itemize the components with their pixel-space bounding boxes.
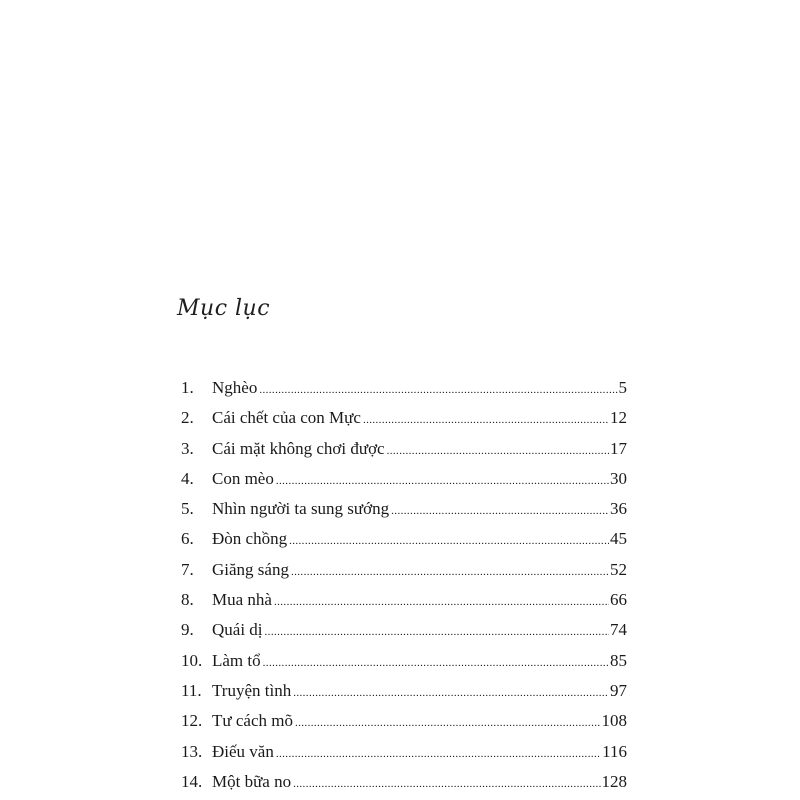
toc-entry-page: 30 — [610, 468, 627, 488]
toc-entry — [181, 742, 627, 772]
toc-entry-title: Giăng sáng — [212, 559, 289, 579]
toc-entry-number: 13. — [181, 741, 203, 761]
toc-entry-number: 4. — [181, 468, 194, 488]
dot-leader — [387, 445, 609, 457]
toc-entry-number: 5. — [181, 499, 194, 519]
toc-title: Mục lục — [177, 296, 271, 321]
toc-entry-page: 17 — [610, 438, 627, 458]
toc-entry — [181, 651, 627, 681]
toc-entry-page: 5 — [618, 378, 627, 397]
toc-entry — [181, 529, 627, 559]
dot-leader — [391, 505, 609, 517]
dot-leader — [276, 748, 601, 760]
toc-entry — [181, 439, 627, 469]
toc-entry-title: Đòn chồng — [212, 529, 288, 549]
dot-leader — [293, 687, 609, 699]
dot-leader — [265, 626, 609, 638]
toc-entry-page: 36 — [610, 499, 627, 519]
toc-entry-title: Nhìn người ta sung sướng — [212, 499, 390, 519]
toc-entry — [181, 772, 627, 800]
toc-entry-number: 10. — [181, 650, 203, 670]
toc-entry-number: 9. — [181, 620, 194, 640]
toc-entry-number: 7. — [181, 559, 194, 579]
dot-leader — [295, 717, 601, 729]
toc-entry-page: 108 — [601, 711, 627, 731]
toc-entry-number: 2. — [181, 408, 194, 428]
toc-entry — [181, 560, 627, 590]
toc-entry-title: Truyện tình — [212, 680, 292, 700]
toc-entry — [181, 469, 627, 499]
dot-leader — [259, 384, 617, 396]
toc-entry-number: 8. — [181, 590, 194, 610]
toc-entry — [181, 499, 627, 529]
toc-entry-page: 128 — [601, 771, 627, 791]
toc-entry — [181, 681, 627, 711]
toc-entry-title: Làm tổ — [212, 650, 261, 670]
toc-entry-page: 85 — [610, 650, 627, 670]
toc-entry-page: 52 — [610, 559, 627, 579]
dot-leader — [274, 596, 609, 608]
toc-entry-title: Một bữa no — [212, 771, 292, 791]
toc-entry — [181, 378, 627, 408]
toc-list — [181, 378, 627, 800]
toc-entry-number: 3. — [181, 438, 194, 458]
toc-entry-title: Cái chết của con Mực — [212, 408, 361, 428]
toc-entry — [181, 590, 627, 620]
toc-entry-title: Điếu văn — [212, 741, 274, 761]
toc-entry-title: Mua nhà — [212, 590, 272, 610]
dot-leader — [276, 475, 609, 487]
toc-entry-number: 14. — [181, 771, 203, 791]
toc-entry-number: 1. — [181, 378, 194, 397]
dot-leader — [363, 414, 609, 426]
dot-leader — [289, 535, 609, 547]
toc-entry-number: 12. — [181, 711, 203, 731]
toc-entry — [181, 408, 627, 438]
toc-entry-page: 45 — [610, 529, 627, 549]
toc-entry-page: 97 — [610, 680, 627, 700]
dot-leader — [291, 566, 609, 578]
toc-entry-page: 116 — [602, 741, 627, 761]
dot-leader — [263, 657, 609, 669]
toc-entry-title: Quái dị — [212, 620, 263, 640]
toc-entry-page: 74 — [610, 620, 627, 640]
toc-entry-page: 66 — [610, 590, 627, 610]
toc-entry — [181, 711, 627, 741]
toc-entry-number: 6. — [181, 529, 194, 549]
toc-entry-page: 12 — [610, 408, 627, 428]
dot-leader — [293, 778, 600, 790]
toc-entry-title: Nghèo — [212, 378, 258, 397]
toc-entry-title: Tư cách mõ — [212, 711, 293, 731]
toc-entry — [181, 620, 627, 650]
toc-entry-number: 11. — [181, 680, 202, 700]
toc-entry-title: Con mèo — [212, 468, 274, 488]
toc-entry-title: Cái mặt không chơi được — [212, 438, 385, 458]
